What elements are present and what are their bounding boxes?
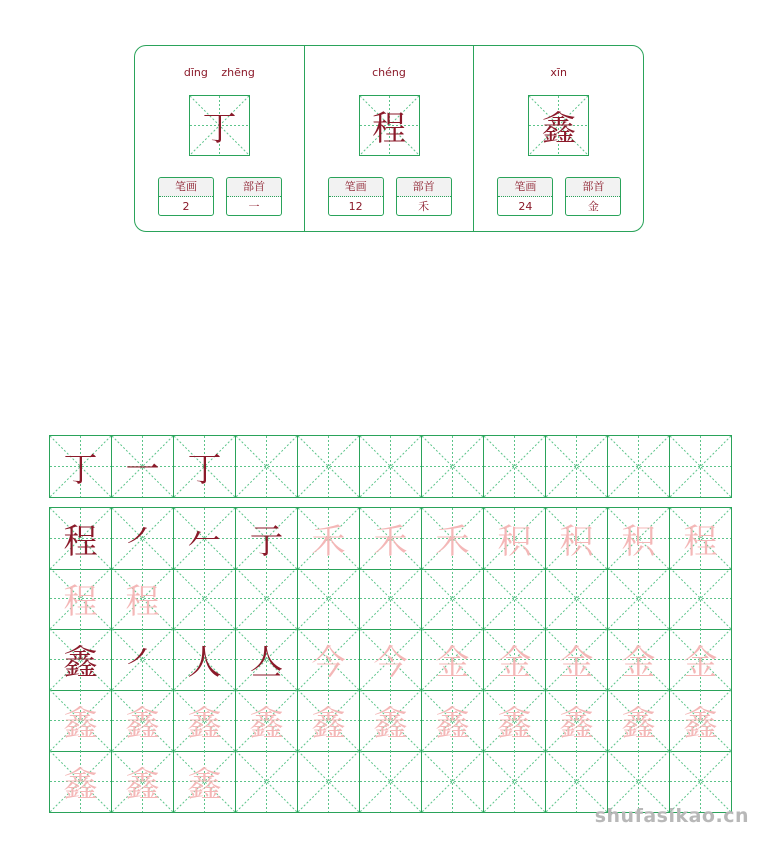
radical-box xyxy=(226,177,282,216)
practice-cell xyxy=(236,435,298,498)
character-column-2 xyxy=(304,46,474,231)
trace-character: 鑫 xyxy=(683,704,718,744)
practice-row xyxy=(49,690,731,751)
stroke-count-label: 笔画 xyxy=(159,178,213,197)
practice-cell xyxy=(174,629,236,691)
guide-lines xyxy=(174,568,235,629)
practice-cell xyxy=(112,690,174,752)
practice-cell xyxy=(484,507,546,570)
stroke-count-label: 笔画 xyxy=(329,178,383,197)
practice-cell xyxy=(236,690,298,752)
pinyin-label: dīng zhēng xyxy=(183,66,255,79)
trace-character: 鑫 xyxy=(373,704,408,744)
trace-character: 今 xyxy=(311,643,346,683)
practice-cell xyxy=(236,507,298,570)
practice-cell xyxy=(670,507,732,570)
practice-cell xyxy=(174,435,236,498)
radical-value: 一 xyxy=(248,200,260,213)
practice-cell xyxy=(484,435,546,498)
stroke-count-box xyxy=(328,177,384,216)
practice-cell xyxy=(49,751,112,813)
practice-cell xyxy=(49,507,112,570)
practice-cell xyxy=(174,751,236,813)
guide-lines xyxy=(670,568,731,629)
trace-character: 程 xyxy=(683,522,718,562)
practice-cell xyxy=(670,568,732,630)
stroke-step-character: 𠂉 xyxy=(187,522,222,562)
stroke-count-box xyxy=(497,177,553,216)
guide-lines xyxy=(422,751,483,812)
character-glyph: 丁 xyxy=(202,109,237,149)
practice-row xyxy=(49,629,731,690)
practice-cell xyxy=(236,751,298,813)
trace-character: 禾 xyxy=(435,522,470,562)
practice-cell xyxy=(112,435,174,498)
guide-lines xyxy=(670,436,731,497)
practice-cell xyxy=(236,568,298,630)
practice-cell xyxy=(298,690,360,752)
practice-cell xyxy=(546,690,608,752)
model-character: 程 xyxy=(63,522,98,562)
practice-cell xyxy=(484,690,546,752)
character-box xyxy=(189,95,250,156)
practice-cell xyxy=(49,690,112,752)
practice-cell xyxy=(174,690,236,752)
guide-lines xyxy=(546,436,607,497)
practice-row xyxy=(49,751,731,812)
practice-cell xyxy=(298,629,360,691)
practice-cell xyxy=(298,507,360,570)
character-box xyxy=(359,95,420,156)
stroke-count-label: 笔画 xyxy=(498,178,552,197)
practice-cell xyxy=(49,568,112,630)
trace-character: 鑫 xyxy=(63,704,98,744)
practice-cell xyxy=(670,435,732,498)
trace-character: 鑫 xyxy=(125,765,160,805)
stroke-count-value: 2 xyxy=(182,200,190,213)
practice-cell xyxy=(608,568,670,630)
stroke-step-character: ㇒ xyxy=(125,522,160,562)
guide-lines xyxy=(608,751,669,812)
practice-cell xyxy=(360,751,422,813)
practice-cell xyxy=(422,690,484,752)
radical-value: 禾 xyxy=(418,200,430,213)
practice-cell xyxy=(298,751,360,813)
practice-row xyxy=(49,507,731,568)
radical-value: 金 xyxy=(587,200,599,213)
radical-label: 部首 xyxy=(566,178,620,197)
guide-lines xyxy=(484,568,545,629)
character-info-card xyxy=(134,45,644,232)
stroke-count-value: 12 xyxy=(348,200,363,213)
practice-cell xyxy=(236,629,298,691)
guide-lines xyxy=(360,568,421,629)
guide-lines xyxy=(360,436,421,497)
practice-cell xyxy=(670,629,732,691)
guide-lines xyxy=(546,751,607,812)
character-box xyxy=(528,95,589,156)
practice-cell xyxy=(422,751,484,813)
trace-character: 今 xyxy=(373,643,408,683)
guide-lines xyxy=(608,568,669,629)
practice-cell xyxy=(112,568,174,630)
practice-cell xyxy=(298,568,360,630)
guide-lines xyxy=(236,568,297,629)
character-glyph: 程 xyxy=(372,109,407,149)
trace-character: 鑫 xyxy=(125,704,160,744)
practice-cell xyxy=(546,507,608,570)
practice-cell xyxy=(546,568,608,630)
practice-cell xyxy=(174,568,236,630)
practice-cell xyxy=(360,568,422,630)
practice-cell xyxy=(608,435,670,498)
stroke-step-character: 人 xyxy=(187,643,222,683)
guide-lines xyxy=(484,751,545,812)
guide-lines xyxy=(546,568,607,629)
trace-character: 禾 xyxy=(373,522,408,562)
practice-cell xyxy=(546,751,608,813)
practice-cell xyxy=(546,629,608,691)
trace-character: 鑫 xyxy=(187,704,222,744)
stroke-count-value: 24 xyxy=(518,200,533,213)
practice-cell xyxy=(608,690,670,752)
practice-cell xyxy=(484,629,546,691)
guide-lines xyxy=(236,436,297,497)
practice-cell xyxy=(422,568,484,630)
radical-label: 部首 xyxy=(227,178,281,197)
trace-character: 程 xyxy=(63,582,98,622)
trace-character: 鑫 xyxy=(497,704,532,744)
trace-character: 鑫 xyxy=(559,704,594,744)
practice-cell xyxy=(422,629,484,691)
trace-character: 金 xyxy=(559,643,594,683)
radical-box xyxy=(396,177,452,216)
practice-cell xyxy=(608,751,670,813)
guide-lines xyxy=(608,436,669,497)
stroke-count-box xyxy=(158,177,214,216)
pinyin-label: xīn xyxy=(550,66,567,79)
practice-cell xyxy=(670,690,732,752)
trace-character: 金 xyxy=(497,643,532,683)
character-column-1 xyxy=(135,46,304,231)
trace-character: 禾 xyxy=(311,522,346,562)
practice-cell xyxy=(360,690,422,752)
guide-lines xyxy=(360,751,421,812)
practice-cell xyxy=(608,507,670,570)
guide-lines xyxy=(422,436,483,497)
practice-cell xyxy=(360,507,422,570)
guide-lines xyxy=(670,751,731,812)
practice-cell xyxy=(546,435,608,498)
character-glyph: 鑫 xyxy=(541,109,576,149)
practice-cell xyxy=(422,507,484,570)
trace-character: 鑫 xyxy=(621,704,656,744)
trace-character: 鑫 xyxy=(249,704,284,744)
practice-cell xyxy=(484,751,546,813)
guide-lines xyxy=(298,436,359,497)
stroke-step-character: 亍 xyxy=(249,522,284,562)
practice-cell xyxy=(670,751,732,813)
model-character: 鑫 xyxy=(63,643,98,683)
guide-lines xyxy=(298,568,359,629)
pinyin-label: chéng xyxy=(372,66,406,79)
trace-character: 积 xyxy=(497,522,532,562)
practice-cell xyxy=(112,629,174,691)
practice-cell xyxy=(608,629,670,691)
practice-cell xyxy=(174,507,236,570)
radical-box xyxy=(565,177,621,216)
practice-grid-ding xyxy=(49,435,731,496)
trace-character: 程 xyxy=(125,582,160,622)
stroke-step-character: ㇒ xyxy=(125,643,160,683)
practice-cell xyxy=(422,435,484,498)
trace-character: 积 xyxy=(559,522,594,562)
practice-row xyxy=(49,435,731,496)
trace-character: 鑫 xyxy=(435,704,470,744)
practice-cell xyxy=(49,435,112,498)
practice-cell xyxy=(360,629,422,691)
practice-grid-cheng-xin xyxy=(49,507,731,812)
character-column-3 xyxy=(473,46,643,231)
practice-cell xyxy=(360,435,422,498)
guide-lines xyxy=(236,751,297,812)
practice-cell xyxy=(112,507,174,570)
trace-character: 鑫 xyxy=(311,704,346,744)
practice-cell xyxy=(112,751,174,813)
trace-character: 金 xyxy=(621,643,656,683)
practice-cell xyxy=(484,568,546,630)
stroke-step-character: 丁 xyxy=(187,450,222,490)
radical-label: 部首 xyxy=(397,178,451,197)
guide-lines xyxy=(298,751,359,812)
site-watermark: shufasikao.cn xyxy=(594,805,749,827)
stroke-step-character: 亼 xyxy=(249,643,284,683)
trace-character: 金 xyxy=(435,643,470,683)
practice-cell xyxy=(49,629,112,691)
trace-character: 鑫 xyxy=(63,765,98,805)
stroke-step-character: 一 xyxy=(125,450,160,490)
guide-lines xyxy=(484,436,545,497)
model-character: 丁 xyxy=(63,450,98,490)
trace-character: 鑫 xyxy=(187,765,222,805)
practice-cell xyxy=(298,435,360,498)
practice-row xyxy=(49,568,731,629)
guide-lines xyxy=(422,568,483,629)
trace-character: 积 xyxy=(621,522,656,562)
trace-character: 金 xyxy=(683,643,718,683)
